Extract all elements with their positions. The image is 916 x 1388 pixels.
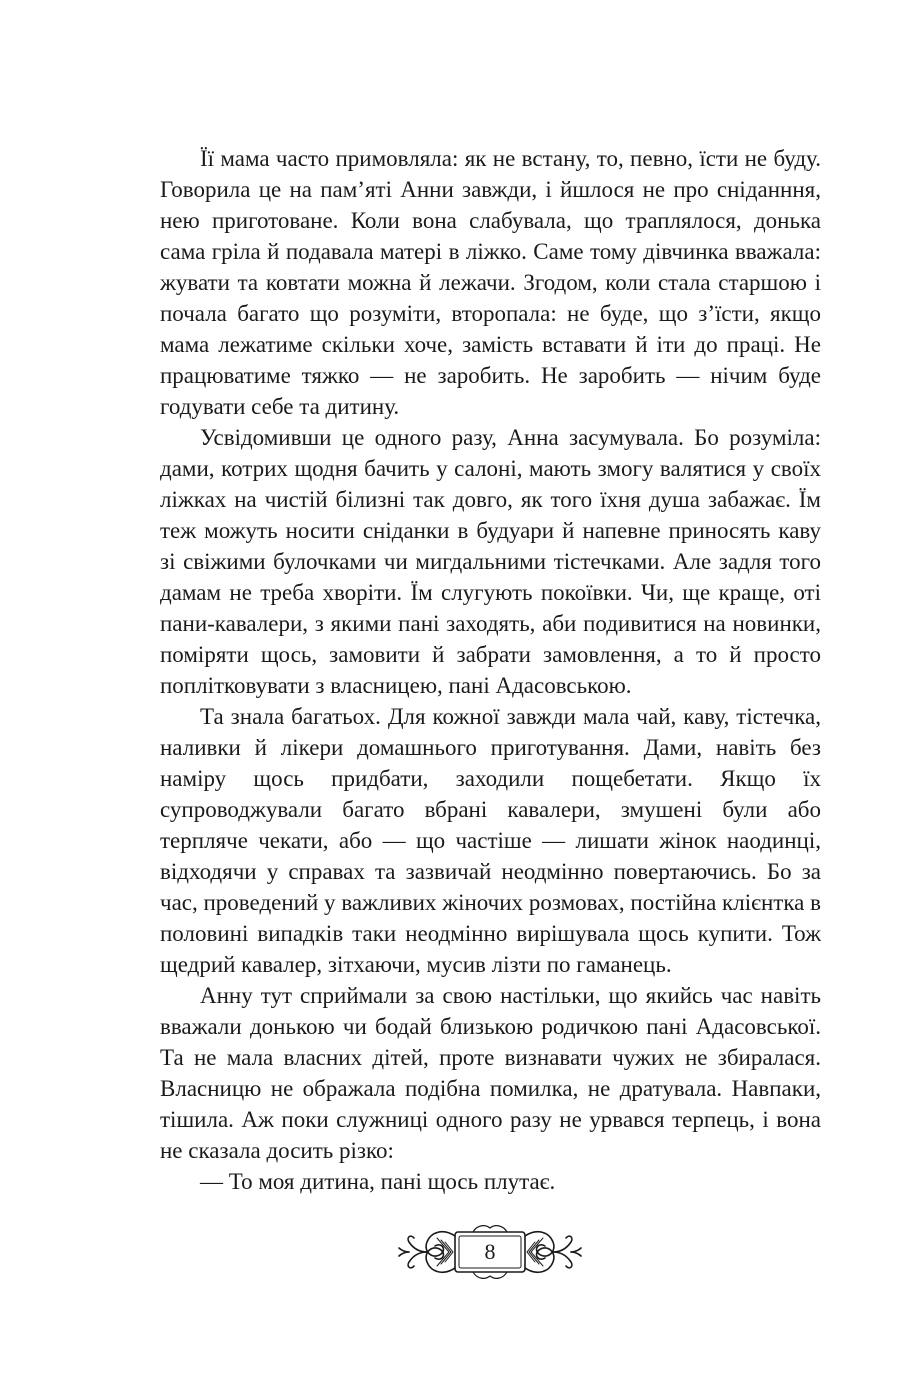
body-text: [160, 143, 821, 1197]
paragraph-3: Та знала багатьох. Для кожної завжди мала чай, каву, тістечка, наливки й лікери домашнього приготування. Дами, навіть без наміру щось придбати, заходили пощебетати. Якщо їх супроводжували багато вбрані кавалери, змушені були або терпляче чекати, або — що частіше — лишати жінок наодинці, відходячи у справах та зазвичай неодмінно повертаючись. Бо за час, проведений у важливих жіночих розмовах, постійна клієнтка в половині випадків таки неодмінно вирішувала щось купити. Тож щедрий кавалер, зітхаючи, мусив лізти по гаманець.: [160, 704, 821, 977]
page-footer: [397, 1222, 583, 1282]
paragraph-5: — То моя дитина, пані щось плутає.: [200, 1169, 556, 1194]
page-number: 8: [484, 1239, 496, 1264]
paragraph-4: Анну тут сприймали за свою настільки, що якийсь час навіть вважали донькою чи бодай близькою родичкою пані Адасовської. Та не мала власних дітей, проте визнавати чужих не збиралася. Власницю не ображала подібна помилка, не дратувала. Навпаки, тішила. Аж поки служниці одного разу не урвався терпець, і вона не сказала досить різко:: [160, 983, 821, 1163]
paragraph-2: Усвідомивши це одного разу, Анна засумувала. Бо розуміла: дами, котрих щодня бачить у салоні, мають змогу валятися у своїх ліжках на чистій білизні так довго, як того їхня душа забажає. Їм теж можуть носити сніданки в будуари й напевне приносять каву зі свіжими булочками чи мигдальними тістечками. Але задля того дамам не треба хворіти. Їм слугують покоївки. Чи, ще краще, оті пани-кавалери, з якими пані заходять, аби подивитися на новинки, поміряти щось, замовити й забрати замовлення, а то й просто поплітковувати з власницею, пані Адасовською.: [160, 425, 821, 698]
paragraph-1: Її мама часто примовляла: як не встану, то, певно, їсти не буду. Говорила це на пам’яті Анни завжди, і йшлося не про сніданння, нею приготоване. Коли вона слабувала, що траплялося, донька сама гріла й подавала матері в ліжко. Саме тому дівчинка вважала: жувати та ковтати можна й лежачи. Згодом, коли стала старшою і почала багато що розуміти, второпала: не буде, що з’їсти, якщо мама лежатиме скільки хоче, замість вставати й іти до праці. Не працюватиме тяжко — не заробить. Не заробить — нічим буде годувати себе та дитину.: [160, 146, 821, 419]
